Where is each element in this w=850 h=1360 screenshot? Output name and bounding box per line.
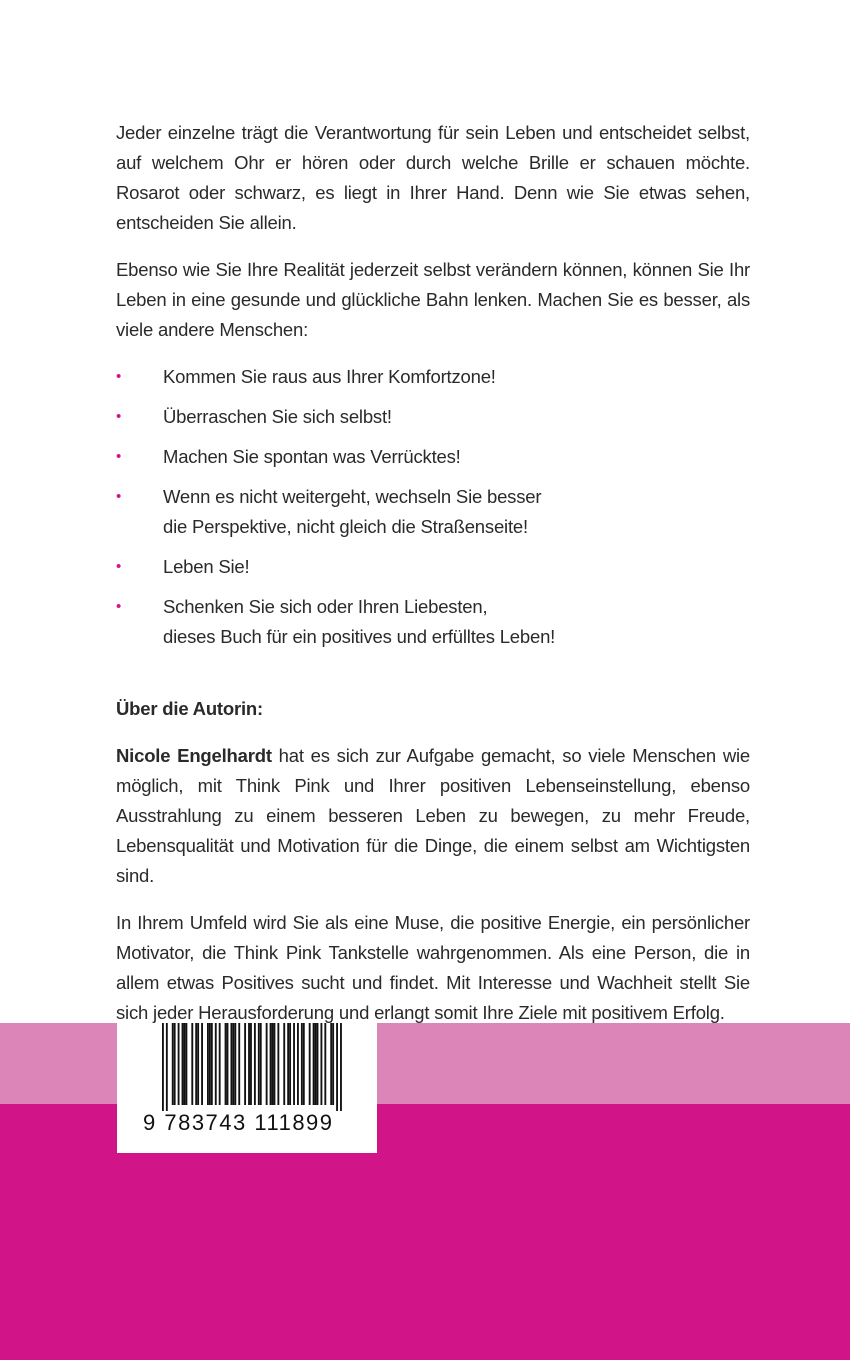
barcode-bar [289, 1023, 291, 1105]
list-item [116, 552, 750, 582]
bullet-text-line-2: die Perspektive, nicht gleich die Straßenseite! [163, 516, 528, 537]
about-paragraph-2: In Ihrem Umfeld wird Sie als eine Muse, die positive Energie, ein persönlicher Motivator, die Think Pink Tankstelle wahrgenommen. Als eine Person, die in allem etwas Positives sucht und findet. Mit Interesse und Wachheit stellt Sie sich jeder Herausforderung und erlangt somit Ihre Ziele mit positivem Erfolg. [116, 912, 750, 1023]
barcode-bar [317, 1023, 319, 1105]
barcode-bar [191, 1023, 193, 1105]
barcode-bar [272, 1023, 274, 1105]
barcode-bar [195, 1023, 197, 1105]
barcode-bar [315, 1023, 317, 1105]
barcode-bar [260, 1023, 262, 1105]
barcode-bar [336, 1023, 338, 1111]
barcode-bar [184, 1023, 186, 1105]
barcode-bar [332, 1023, 334, 1105]
bullet-icon: • [116, 558, 122, 575]
barcode-bar [185, 1023, 187, 1105]
barcode-bar [297, 1023, 299, 1105]
about-author-heading: Über die Autorin: [116, 698, 263, 719]
barcode-bar [277, 1023, 279, 1105]
barcode-bar [287, 1023, 289, 1105]
list-item [116, 402, 750, 432]
barcode-bar [166, 1023, 168, 1111]
bullet-text: Überraschen Sie sich selbst! [163, 406, 392, 427]
bullet-icon: • [116, 408, 122, 425]
barcode-bar [309, 1023, 311, 1105]
barcode-bar [207, 1023, 209, 1105]
barcode-bar [182, 1023, 184, 1105]
barcode-bar [201, 1023, 203, 1105]
bullet-icon: • [116, 598, 122, 615]
intro-paragraph-1: Jeder einzelne trägt die Verantwortung für sein Leben und entscheidet selbst, auf welchem Ohr er hören oder durch welche Brille er schauen möchte. Rosarot oder schwarz, es liegt in Ihrer Hand. Denn wie Sie etwas sehen, entscheiden Sie allein. [116, 122, 750, 233]
author-name: Nicole Engelhardt [116, 745, 272, 766]
barcode-bar [230, 1023, 232, 1105]
barcode-bar [283, 1023, 285, 1105]
bullet-text-line-2: dieses Buch für ein positives und erfülltes Leben! [163, 626, 556, 647]
barcode-bar [320, 1023, 322, 1105]
back-cover-text [116, 118, 750, 1045]
barcode-bar [340, 1023, 342, 1111]
bullet-list [116, 362, 750, 652]
bullet-text-line-1: Wenn es nicht weitergeht, wechseln Sie besser [163, 486, 542, 507]
barcode-bar [174, 1023, 176, 1105]
barcode-bar [250, 1023, 252, 1105]
barcode-bar [209, 1023, 211, 1105]
barcode-bar [219, 1023, 221, 1105]
list-item [116, 362, 750, 392]
barcode-bar [172, 1023, 174, 1105]
barcode-bar [244, 1023, 246, 1105]
barcode-bar [197, 1023, 199, 1105]
bullet-text: Kommen Sie raus aus Ihrer Komfortzone! [163, 366, 496, 387]
barcode-bar [274, 1023, 276, 1105]
list-item [116, 442, 750, 472]
barcode-bar [324, 1023, 326, 1105]
barcode-bar [303, 1023, 305, 1105]
barcode-box [117, 1023, 377, 1153]
barcode-bar [227, 1023, 229, 1105]
intro-paragraph-2: Ebenso wie Sie Ihre Realität jederzeit selbst verändern können, können Sie Ihr Leben in eine gesunde und glückliche Bahn lenken. Machen Sie es besser, als viele andere Menschen: [116, 259, 750, 340]
barcode-bar [293, 1023, 295, 1105]
barcode-bar [254, 1023, 256, 1105]
bullet-icon: • [116, 368, 122, 385]
bullet-icon: • [116, 448, 122, 465]
barcode-bar [313, 1023, 315, 1105]
barcode-bar [248, 1023, 250, 1105]
bullet-text: Machen Sie spontan was Verrücktes! [163, 446, 461, 467]
barcode-icon [162, 1023, 342, 1111]
barcode-digits: 9 783743 111899 [143, 1110, 334, 1135]
about-paragraph-1 [116, 741, 750, 891]
barcode-bar [225, 1023, 227, 1105]
bullet-text-line-1: Schenken Sie sich oder Ihren Liebesten, [163, 596, 488, 617]
barcode-bar [266, 1023, 268, 1105]
barcode-bar [162, 1023, 164, 1111]
barcode-bar [301, 1023, 303, 1105]
bullet-icon: • [116, 488, 122, 505]
list-item [116, 592, 750, 652]
barcode-bar [270, 1023, 272, 1105]
barcode-bar [258, 1023, 260, 1105]
bullet-text: Leben Sie! [163, 556, 250, 577]
barcode-bar [178, 1023, 180, 1105]
barcode-bar [238, 1023, 240, 1105]
barcode-bar [234, 1023, 236, 1105]
list-item [116, 482, 750, 542]
barcode-bar [215, 1023, 217, 1105]
about-paragraph-1-text: hat es sich zur Aufgabe gemacht, so viele Menschen wie möglich, mit Think Pink und Ihrer positiven Lebenseinstellung, ebenso Ausstrahlung zu einem besseren Leben zu bewegen, zu mehr Freude, Lebensqualität und Motivation für die Dinge, die einem selbst am Wichtigsten sind. [116, 745, 750, 886]
barcode-bar [211, 1023, 213, 1105]
barcode-bar [330, 1023, 332, 1105]
barcode-bar [232, 1023, 234, 1105]
